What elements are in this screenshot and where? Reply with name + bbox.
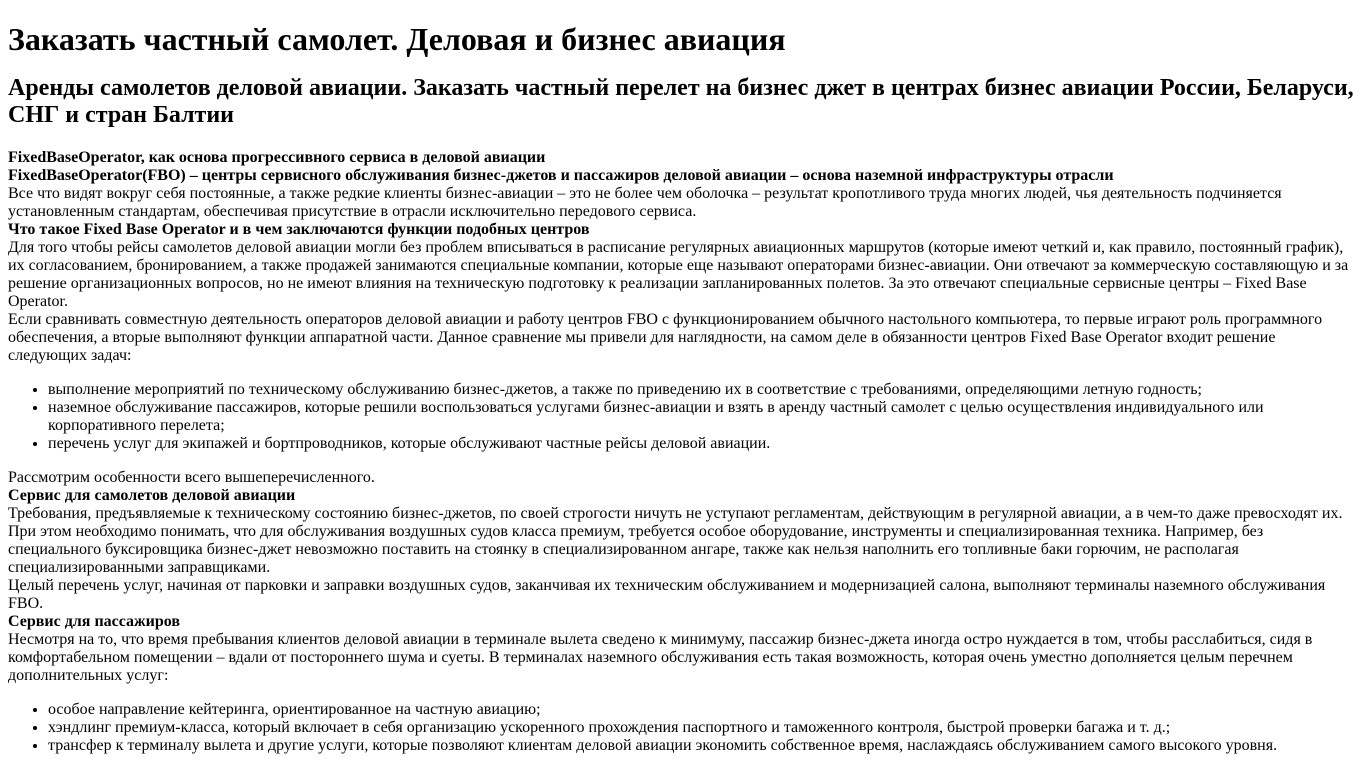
page-content [0, 21, 1366, 755]
list-item: • наземное обслуживание пассажиров, которые решили воспользоваться услугами бизнес-авиации и взять в аренду частный самолет с целью осуществления индивидуального или корпоративного перелета; [48, 399, 1358, 435]
fbo-tasks-list [8, 381, 1358, 453]
list-item: • выполнение мероприятий по техническому обслуживанию бизнес-джетов, а также по приведению их в соответствие с требованиями, определяющими летную годность; [48, 381, 1358, 399]
passenger-service-text: Несмотря на то, что время пребывания клиентов деловой авиации в терминале вылета сведено к минимуму, пассажир бизнес-джета иногда остро нуждается в том, чтобы расслабиться, сидя в комфортабельном помещении – вдали от постороннего шума и суеты. В терминалах наземного обслуживания есть такая возможность, которая очень уместно дополняется целым перечнем дополнительных услуг: [8, 631, 1313, 684]
aircraft-service-heading: Сервис для самолетов деловой авиации [8, 487, 296, 504]
what-is-fbo-heading: Что такое Fixed Base Operator и в чем заключаются функции подобных центров [8, 221, 590, 238]
list-item: • хэндлинг премиум-класса, который включает в себя организацию ускоренного прохождения паспортного и таможенного контроля, быстрой проверки багажа и т. д.; [48, 719, 1358, 737]
page-subtitle: Аренды самолетов деловой авиации. Заказать частный перелет на бизнес джет в центрах бизнес авиации России, Беларуси, СНГ и стран Балтии [8, 75, 1354, 128]
fbo-text: Все что видят вокруг себя постоянные, а также редкие клиенты бизнес-авиации – это не более чем оболочка – результат кропотливого труда многих людей, чья деятельность подчиняется установленным стандартам, обеспечивая присутствие в отрасли исключительно передового сервиса. [8, 185, 1282, 220]
aircraft-service-text-2: Целый перечень услуг, начиная от парковки и заправки воздушных судов, заканчивая их техническим обслуживанием и модернизацией салона, выполняют терминалы наземного обслуживания FBO. [8, 577, 1326, 612]
what-is-fbo-text-2: Если сравнивать совместную деятельность операторов деловой авиации и работу центров FBO с функционированием обычного настольного компьютера, то первые играют роль программного обеспечения, а вторые выполняют функции аппаратной части. Данное сравнение мы привели для наглядности, на самом деле в обязанности центров Fixed Base Operator входит решение следующих задач: [8, 311, 1323, 364]
list-item: • перечень услуг для экипажей и бортпроводников, которые обслуживают частные рейсы деловой авиации. [48, 435, 1358, 453]
page-title: Заказать частный самолет. Деловая и бизнес авиация [8, 21, 786, 57]
fbo-subheading: FixedBaseOperator(FBO) – центры сервисного обслуживания бизнес-джетов и пассажиров деловой авиации – основа наземной инфраструктуры отрасли [8, 167, 1114, 184]
passenger-service-heading: Сервис для пассажиров [8, 613, 181, 630]
aircraft-service-text-1: Требования, предъявляемые к техническому состоянию бизнес-джетов, по своей строгости ничуть не уступают регламентам, действующим в регулярной авиации, а в чем-то даже превосходят их. При этом необходимо понимать, что для обслуживания воздушных судов класса премиум, требуется особое оборудование, инструменты и специализированная техника. Например, без специального буксировщика бизнес-джет невозможно поставить на стоянку в специализированном ангаре, также как нельзя наполнить его топливные баки горючим, не располагая специализированными заправщиками. [8, 505, 1343, 576]
fbo-heading: FixedBaseOperator, как основа прогрессивного сервиса в деловой авиации [8, 149, 546, 166]
list-item: • трансфер к терминалу вылета и другие услуги, которые позволяют клиентам деловой авиации экономить собственное время, наслаждаясь обслуживанием самого высокого уровня. [48, 737, 1358, 755]
passenger-services-list [8, 701, 1358, 755]
what-is-fbo-text-1: Для того чтобы рейсы самолетов деловой авиации могли без проблем вписываться в расписание регулярных авиационных маршрутов (которые имеют четкий и, как правило, постоянный график), их согласованием, бронированием, а также продажей занимаются специальные компании, которые еще называют операторами бизнес-авиации. Они отвечают за коммерческую составляющую и за решение организационных вопросов, но не имеют влияния на техническую подготовку к реализации запланированных полетов. За это отвечают специальные сервисные центры – Fixed Base Operator. [8, 239, 1349, 310]
consider-text: Рассмотрим особенности всего вышеперечисленного. [8, 469, 375, 486]
list-item: • особое направление кейтеринга, ориентированное на частную авиацию; [48, 701, 1358, 719]
